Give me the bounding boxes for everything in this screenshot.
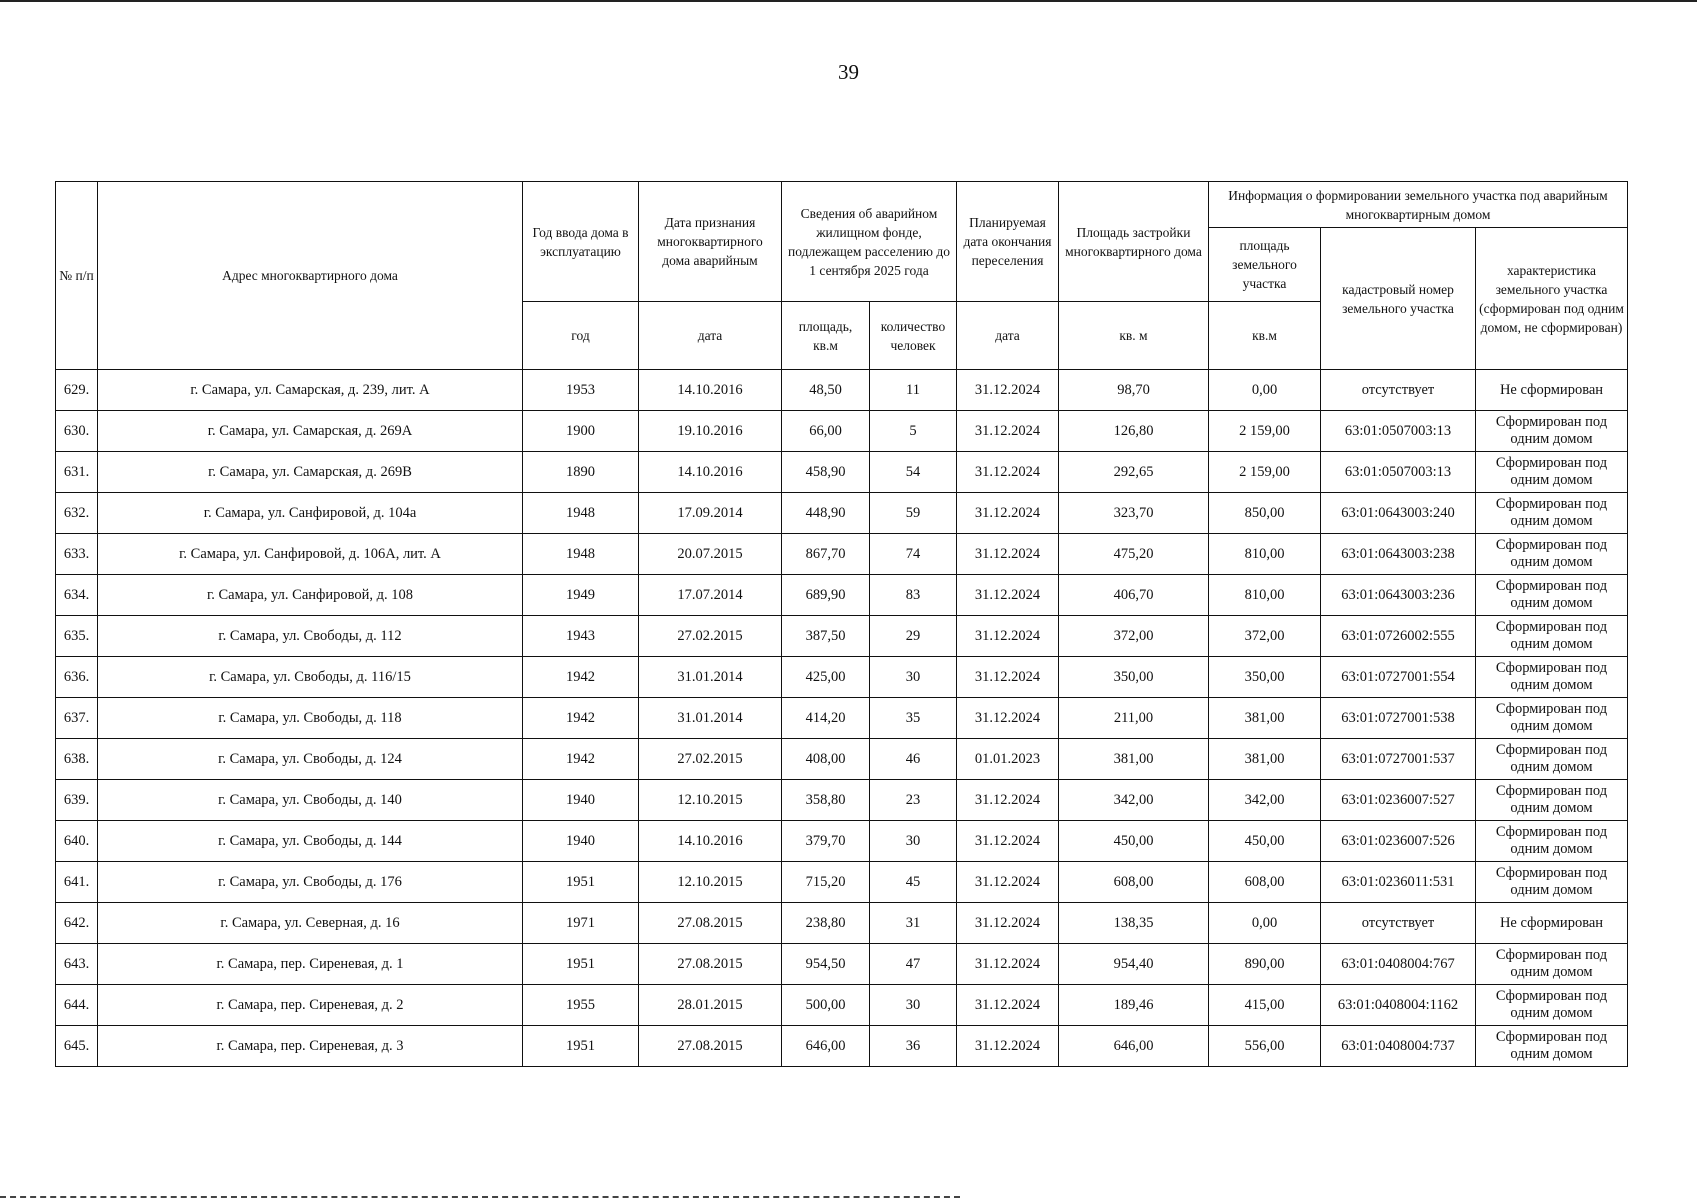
row-resettlement-end: 31.12.2024 bbox=[957, 985, 1059, 1026]
row-address: г. Самара, ул. Свободы, д. 144 bbox=[98, 821, 523, 862]
row-area: 500,00 bbox=[782, 985, 870, 1026]
row-year: 1942 bbox=[523, 657, 639, 698]
row-number: 643. bbox=[56, 944, 98, 985]
row-year: 1951 bbox=[523, 1026, 639, 1067]
table-row bbox=[56, 493, 1628, 534]
row-address: г. Самара, пер. Сиреневая, д. 3 bbox=[98, 1026, 523, 1067]
table-row bbox=[56, 862, 1628, 903]
row-resettlement-end: 31.12.2024 bbox=[957, 534, 1059, 575]
row-people: 31 bbox=[870, 903, 957, 944]
row-year: 1890 bbox=[523, 452, 639, 493]
row-emergency-date: 27.02.2015 bbox=[639, 616, 782, 657]
row-area: 689,90 bbox=[782, 575, 870, 616]
row-people: 11 bbox=[870, 370, 957, 411]
row-building-area: 98,70 bbox=[1059, 370, 1209, 411]
row-building-area: 189,46 bbox=[1059, 985, 1209, 1026]
row-land-area: 342,00 bbox=[1209, 780, 1321, 821]
row-land-characteristic: Сформирован под одним домом bbox=[1476, 780, 1628, 821]
row-year: 1951 bbox=[523, 944, 639, 985]
header-land-area: площадь земельного участка bbox=[1209, 228, 1321, 302]
table-row bbox=[56, 821, 1628, 862]
row-year: 1948 bbox=[523, 493, 639, 534]
header-resettlement-end: Планируемая дата окончания переселения bbox=[957, 182, 1059, 302]
row-address: г. Самара, ул. Самарская, д. 269В bbox=[98, 452, 523, 493]
table-row bbox=[56, 616, 1628, 657]
row-emergency-date: 31.01.2014 bbox=[639, 657, 782, 698]
row-area: 954,50 bbox=[782, 944, 870, 985]
row-area: 715,20 bbox=[782, 862, 870, 903]
table-row bbox=[56, 944, 1628, 985]
table-row bbox=[56, 370, 1628, 411]
row-land-area: 0,00 bbox=[1209, 370, 1321, 411]
row-area: 379,70 bbox=[782, 821, 870, 862]
row-resettlement-end: 31.12.2024 bbox=[957, 370, 1059, 411]
row-resettlement-end: 01.01.2023 bbox=[957, 739, 1059, 780]
row-address: г. Самара, ул. Самарская, д. 269А bbox=[98, 411, 523, 452]
emergency-housing-table bbox=[55, 181, 1628, 1067]
row-address: г. Самара, ул. Санфировой, д. 108 bbox=[98, 575, 523, 616]
row-emergency-date: 17.07.2014 bbox=[639, 575, 782, 616]
row-land-area: 415,00 bbox=[1209, 985, 1321, 1026]
row-resettlement-end: 31.12.2024 bbox=[957, 616, 1059, 657]
row-building-area: 381,00 bbox=[1059, 739, 1209, 780]
row-year: 1942 bbox=[523, 698, 639, 739]
row-building-area: 608,00 bbox=[1059, 862, 1209, 903]
row-building-area: 292,65 bbox=[1059, 452, 1209, 493]
row-year: 1940 bbox=[523, 821, 639, 862]
row-land-area: 556,00 bbox=[1209, 1026, 1321, 1067]
row-number: 634. bbox=[56, 575, 98, 616]
row-resettlement-end: 31.12.2024 bbox=[957, 657, 1059, 698]
row-area: 414,20 bbox=[782, 698, 870, 739]
row-building-area: 350,00 bbox=[1059, 657, 1209, 698]
header-emergency-date: Дата признания многоквартирного дома аварийным bbox=[639, 182, 782, 302]
row-people: 30 bbox=[870, 985, 957, 1026]
row-address: г. Самара, ул. Свободы, д. 116/15 bbox=[98, 657, 523, 698]
header-cadastral: кадастровый номер земельного участка bbox=[1321, 228, 1476, 370]
header-land-info: Информация о формировании земельного участка под аварийным многоквартирным домом bbox=[1209, 182, 1628, 228]
row-building-area: 372,00 bbox=[1059, 616, 1209, 657]
row-cadastral-number: 63:01:0507003:13 bbox=[1321, 452, 1476, 493]
row-cadastral-number: 63:01:0408004:737 bbox=[1321, 1026, 1476, 1067]
row-emergency-date: 12.10.2015 bbox=[639, 780, 782, 821]
row-address: г. Самара, пер. Сиреневая, д. 1 bbox=[98, 944, 523, 985]
row-people: 45 bbox=[870, 862, 957, 903]
row-number: 635. bbox=[56, 616, 98, 657]
row-emergency-date: 31.01.2014 bbox=[639, 698, 782, 739]
unit-year: год bbox=[523, 302, 639, 370]
row-land-characteristic: Сформирован под одним домом bbox=[1476, 985, 1628, 1026]
row-emergency-date: 28.01.2015 bbox=[639, 985, 782, 1026]
row-people: 47 bbox=[870, 944, 957, 985]
row-address: г. Самара, ул. Северная, д. 16 bbox=[98, 903, 523, 944]
row-number: 642. bbox=[56, 903, 98, 944]
row-resettlement-end: 31.12.2024 bbox=[957, 575, 1059, 616]
row-building-area: 126,80 bbox=[1059, 411, 1209, 452]
row-land-area: 381,00 bbox=[1209, 698, 1321, 739]
row-building-area: 646,00 bbox=[1059, 1026, 1209, 1067]
row-cadastral-number: 63:01:0727001:554 bbox=[1321, 657, 1476, 698]
table-row bbox=[56, 575, 1628, 616]
row-address: г. Самара, ул. Свободы, д. 118 bbox=[98, 698, 523, 739]
row-cadastral-number: 63:01:0727001:538 bbox=[1321, 698, 1476, 739]
row-land-area: 0,00 bbox=[1209, 903, 1321, 944]
row-area: 448,90 bbox=[782, 493, 870, 534]
table-body bbox=[56, 370, 1628, 1067]
row-land-area: 372,00 bbox=[1209, 616, 1321, 657]
row-land-characteristic: Сформирован под одним домом bbox=[1476, 452, 1628, 493]
row-land-characteristic: Сформирован под одним домом bbox=[1476, 411, 1628, 452]
row-people: 54 bbox=[870, 452, 957, 493]
row-address: г. Самара, ул. Санфировой, д. 104а bbox=[98, 493, 523, 534]
row-building-area: 475,20 bbox=[1059, 534, 1209, 575]
row-cadastral-number: 63:01:0643003:238 bbox=[1321, 534, 1476, 575]
row-year: 1948 bbox=[523, 534, 639, 575]
row-area: 425,00 bbox=[782, 657, 870, 698]
row-cadastral-number: 63:01:0727001:537 bbox=[1321, 739, 1476, 780]
page-edge-top bbox=[0, 0, 1697, 2]
row-year: 1953 bbox=[523, 370, 639, 411]
row-land-characteristic: Не сформирован bbox=[1476, 903, 1628, 944]
row-address: г. Самара, ул. Свободы, д. 140 bbox=[98, 780, 523, 821]
row-emergency-date: 27.08.2015 bbox=[639, 944, 782, 985]
row-people: 74 bbox=[870, 534, 957, 575]
table-row bbox=[56, 657, 1628, 698]
row-building-area: 323,70 bbox=[1059, 493, 1209, 534]
page-edge-bottom bbox=[0, 1196, 960, 1198]
table-row bbox=[56, 780, 1628, 821]
row-address: г. Самара, пер. Сиреневая, д. 2 bbox=[98, 985, 523, 1026]
row-building-area: 211,00 bbox=[1059, 698, 1209, 739]
row-building-area: 342,00 bbox=[1059, 780, 1209, 821]
row-resettlement-end: 31.12.2024 bbox=[957, 821, 1059, 862]
row-emergency-date: 14.10.2016 bbox=[639, 821, 782, 862]
row-building-area: 954,40 bbox=[1059, 944, 1209, 985]
row-land-area: 608,00 bbox=[1209, 862, 1321, 903]
row-resettlement-end: 31.12.2024 bbox=[957, 698, 1059, 739]
row-land-characteristic: Сформирован под одним домом bbox=[1476, 657, 1628, 698]
row-year: 1949 bbox=[523, 575, 639, 616]
row-emergency-date: 27.02.2015 bbox=[639, 739, 782, 780]
row-land-characteristic: Сформирован под одним домом bbox=[1476, 821, 1628, 862]
header-num: № п/п bbox=[56, 182, 98, 370]
row-people: 23 bbox=[870, 780, 957, 821]
row-address: г. Самара, ул. Свободы, д. 124 bbox=[98, 739, 523, 780]
row-people: 30 bbox=[870, 821, 957, 862]
unit-land-area: кв.м bbox=[1209, 302, 1321, 370]
row-emergency-date: 14.10.2016 bbox=[639, 452, 782, 493]
row-land-area: 810,00 bbox=[1209, 534, 1321, 575]
row-cadastral-number: 63:01:0236007:526 bbox=[1321, 821, 1476, 862]
row-number: 632. bbox=[56, 493, 98, 534]
row-area: 867,70 bbox=[782, 534, 870, 575]
row-emergency-date: 17.09.2014 bbox=[639, 493, 782, 534]
row-number: 636. bbox=[56, 657, 98, 698]
row-cadastral-number: 63:01:0726002:555 bbox=[1321, 616, 1476, 657]
row-number: 639. bbox=[56, 780, 98, 821]
row-cadastral-number: отсутствует bbox=[1321, 370, 1476, 411]
row-resettlement-end: 31.12.2024 bbox=[957, 780, 1059, 821]
row-building-area: 138,35 bbox=[1059, 903, 1209, 944]
row-address: г. Самара, ул. Свободы, д. 176 bbox=[98, 862, 523, 903]
row-land-characteristic: Сформирован под одним домом bbox=[1476, 698, 1628, 739]
row-land-area: 850,00 bbox=[1209, 493, 1321, 534]
row-area: 458,90 bbox=[782, 452, 870, 493]
unit-people: количество человек bbox=[870, 302, 957, 370]
row-emergency-date: 20.07.2015 bbox=[639, 534, 782, 575]
row-land-area: 810,00 bbox=[1209, 575, 1321, 616]
row-people: 59 bbox=[870, 493, 957, 534]
row-area: 66,00 bbox=[782, 411, 870, 452]
header-year-built: Год ввода дома в эксплуатацию bbox=[523, 182, 639, 302]
row-land-area: 350,00 bbox=[1209, 657, 1321, 698]
row-number: 645. bbox=[56, 1026, 98, 1067]
row-land-characteristic: Сформирован под одним домом bbox=[1476, 575, 1628, 616]
header-emergency-fund: Сведения об аварийном жилищном фонде, подлежащем расселению до 1 сентября 2025 года bbox=[782, 182, 957, 302]
row-cadastral-number: отсутствует bbox=[1321, 903, 1476, 944]
table-row bbox=[56, 739, 1628, 780]
row-area: 48,50 bbox=[782, 370, 870, 411]
row-cadastral-number: 63:01:0236011:531 bbox=[1321, 862, 1476, 903]
row-land-characteristic: Сформирован под одним домом bbox=[1476, 616, 1628, 657]
row-land-area: 450,00 bbox=[1209, 821, 1321, 862]
header-land-char: характеристика земельного участка (сформирован под одним домом, не сформирован) bbox=[1476, 228, 1628, 370]
row-area: 387,50 bbox=[782, 616, 870, 657]
row-cadastral-number: 63:01:0236007:527 bbox=[1321, 780, 1476, 821]
row-emergency-date: 12.10.2015 bbox=[639, 862, 782, 903]
row-area: 646,00 bbox=[782, 1026, 870, 1067]
row-land-characteristic: Сформирован под одним домом bbox=[1476, 862, 1628, 903]
row-address: г. Самара, ул. Свободы, д. 112 bbox=[98, 616, 523, 657]
row-people: 30 bbox=[870, 657, 957, 698]
row-area: 358,80 bbox=[782, 780, 870, 821]
table-row bbox=[56, 452, 1628, 493]
unit-building-area: кв. м bbox=[1059, 302, 1209, 370]
row-year: 1971 bbox=[523, 903, 639, 944]
row-year: 1955 bbox=[523, 985, 639, 1026]
row-resettlement-end: 31.12.2024 bbox=[957, 862, 1059, 903]
row-number: 638. bbox=[56, 739, 98, 780]
row-emergency-date: 14.10.2016 bbox=[639, 370, 782, 411]
row-number: 644. bbox=[56, 985, 98, 1026]
row-resettlement-end: 31.12.2024 bbox=[957, 903, 1059, 944]
row-number: 630. bbox=[56, 411, 98, 452]
row-people: 83 bbox=[870, 575, 957, 616]
unit-end-date: дата bbox=[957, 302, 1059, 370]
row-area: 408,00 bbox=[782, 739, 870, 780]
header-address: Адрес многоквартирного дома bbox=[98, 182, 523, 370]
table-row bbox=[56, 698, 1628, 739]
row-land-characteristic: Сформирован под одним домом bbox=[1476, 534, 1628, 575]
row-year: 1940 bbox=[523, 780, 639, 821]
row-number: 631. bbox=[56, 452, 98, 493]
row-year: 1900 bbox=[523, 411, 639, 452]
row-cadastral-number: 63:01:0408004:1162 bbox=[1321, 985, 1476, 1026]
row-resettlement-end: 31.12.2024 bbox=[957, 1026, 1059, 1067]
row-number: 640. bbox=[56, 821, 98, 862]
row-land-characteristic: Не сформирован bbox=[1476, 370, 1628, 411]
row-people: 29 bbox=[870, 616, 957, 657]
row-emergency-date: 19.10.2016 bbox=[639, 411, 782, 452]
unit-area: площадь, кв.м bbox=[782, 302, 870, 370]
row-area: 238,80 bbox=[782, 903, 870, 944]
row-emergency-date: 27.08.2015 bbox=[639, 903, 782, 944]
row-address: г. Самара, ул. Санфировой, д. 106А, лит. А bbox=[98, 534, 523, 575]
row-people: 36 bbox=[870, 1026, 957, 1067]
row-land-area: 890,00 bbox=[1209, 944, 1321, 985]
row-year: 1942 bbox=[523, 739, 639, 780]
row-building-area: 450,00 bbox=[1059, 821, 1209, 862]
row-land-area: 2 159,00 bbox=[1209, 411, 1321, 452]
row-resettlement-end: 31.12.2024 bbox=[957, 493, 1059, 534]
row-cadastral-number: 63:01:0408004:767 bbox=[1321, 944, 1476, 985]
table-row bbox=[56, 1026, 1628, 1067]
table-row bbox=[56, 534, 1628, 575]
row-resettlement-end: 31.12.2024 bbox=[957, 944, 1059, 985]
row-number: 629. bbox=[56, 370, 98, 411]
row-people: 5 bbox=[870, 411, 957, 452]
row-address: г. Самара, ул. Самарская, д. 239, лит. А bbox=[98, 370, 523, 411]
row-land-characteristic: Сформирован под одним домом bbox=[1476, 1026, 1628, 1067]
row-resettlement-end: 31.12.2024 bbox=[957, 411, 1059, 452]
row-people: 46 bbox=[870, 739, 957, 780]
row-building-area: 406,70 bbox=[1059, 575, 1209, 616]
row-cadastral-number: 63:01:0507003:13 bbox=[1321, 411, 1476, 452]
row-cadastral-number: 63:01:0643003:236 bbox=[1321, 575, 1476, 616]
table-header bbox=[56, 182, 1628, 370]
row-number: 633. bbox=[56, 534, 98, 575]
row-cadastral-number: 63:01:0643003:240 bbox=[1321, 493, 1476, 534]
row-land-characteristic: Сформирован под одним домом bbox=[1476, 944, 1628, 985]
header-building-area: Площадь застройки многоквартирного дома bbox=[1059, 182, 1209, 302]
row-land-area: 2 159,00 bbox=[1209, 452, 1321, 493]
row-number: 637. bbox=[56, 698, 98, 739]
row-year: 1951 bbox=[523, 862, 639, 903]
row-resettlement-end: 31.12.2024 bbox=[957, 452, 1059, 493]
table-row bbox=[56, 985, 1628, 1026]
table-row bbox=[56, 903, 1628, 944]
row-land-characteristic: Сформирован под одним домом bbox=[1476, 739, 1628, 780]
row-land-area: 381,00 bbox=[1209, 739, 1321, 780]
table-row bbox=[56, 411, 1628, 452]
page-number: 39 bbox=[838, 60, 859, 84]
row-year: 1943 bbox=[523, 616, 639, 657]
unit-date: дата bbox=[639, 302, 782, 370]
row-number: 641. bbox=[56, 862, 98, 903]
row-land-characteristic: Сформирован под одним домом bbox=[1476, 493, 1628, 534]
row-people: 35 bbox=[870, 698, 957, 739]
row-emergency-date: 27.08.2015 bbox=[639, 1026, 782, 1067]
